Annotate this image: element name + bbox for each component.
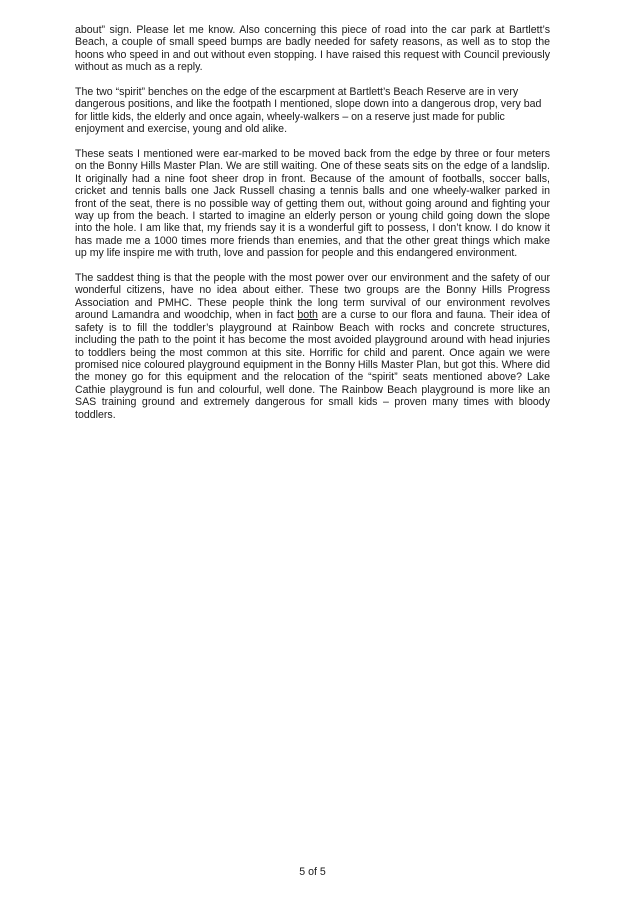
paragraph-text-after-emphasis: are a curse to our flora and fauna. Their idea of safety is to fill the toddler’s playground at Rainbow Beach with rocks and concrete structures, including the path to the point it has become the most avoided playground around with head injuries to toddlers being the most common at this site. Horrific for child and parent. Once again we were promised nice coloured playground equipment in the Bonny Hills Master Plan, but got this. Where did the money go for this equipment and the relocation of the “spirit” seats mentioned above? Lake Cathie playground is fun and colourful, well done. The Rainbow Beach playground is more like an SAS training ground and extremely dangerous for small kids – proven many times with bloody toddlers. bbox=[75, 309, 550, 421]
paragraph-speed-bumps: about” sign. Please let me know. Also concerning this piece of road into the car park at Bartlett’s Beach, a couple of small speed bumps are badly needed for safety reasons, as well as to stop the hoons who speed in and out without even stopping. I have raised this request with Council previously without as much as a reply. bbox=[75, 24, 550, 74]
paragraph-spirit-benches: The two “spirit” benches on the edge of the escarpment at Bartlett’s Beach Reserve are in very dangerous positions, and like the footpath I mentioned, slope down into a dangerous drop, very bad for little kids, the elderly and once again, wheely-walkers – on a reserve just made for public enjoyment and exercise, young and old alike. bbox=[75, 86, 542, 136]
paragraph-text-before-emphasis: The saddest thing is that the people with the most power over our environment and the safety of our wonderful citizens, have no idea about either. These two groups are the Bonny Hills Progress Association and PMHC. These people think the long term survival of our environment revolves around Lamandra and woodchip, when in fact bbox=[75, 272, 550, 322]
page-number: 5 of 5 bbox=[299, 866, 326, 878]
document-body bbox=[75, 24, 550, 433]
paragraph-seats-relocation: These seats I mentioned were ear-marked to be moved back from the edge by three or four meters on the Bonny Hills Master Plan. We are still waiting. One of these seats sits on the edge of a landslip. It originally had a nine foot sheer drop in front. Because of the amount of footballs, soccer balls, cricket and tennis balls one Jack Russell chasing a tennis balls and one wheely-walker parked in front of the seat, there is no possible way of getting them out, without going around and fighting your way up from the beach. I started to imagine an elderly person or young child going down the slope into the hole. I am like that, my friends say it is a wonderful gift to possess, I don’t know. I do know it has made me a 1000 times more friends than enemies, and that the other great things which make up my life inspire me with truth, love and passion for people and this endangered environment. bbox=[75, 148, 550, 260]
emphasized-word-both: both bbox=[297, 309, 318, 322]
paragraph-saddest-thing bbox=[75, 272, 550, 421]
